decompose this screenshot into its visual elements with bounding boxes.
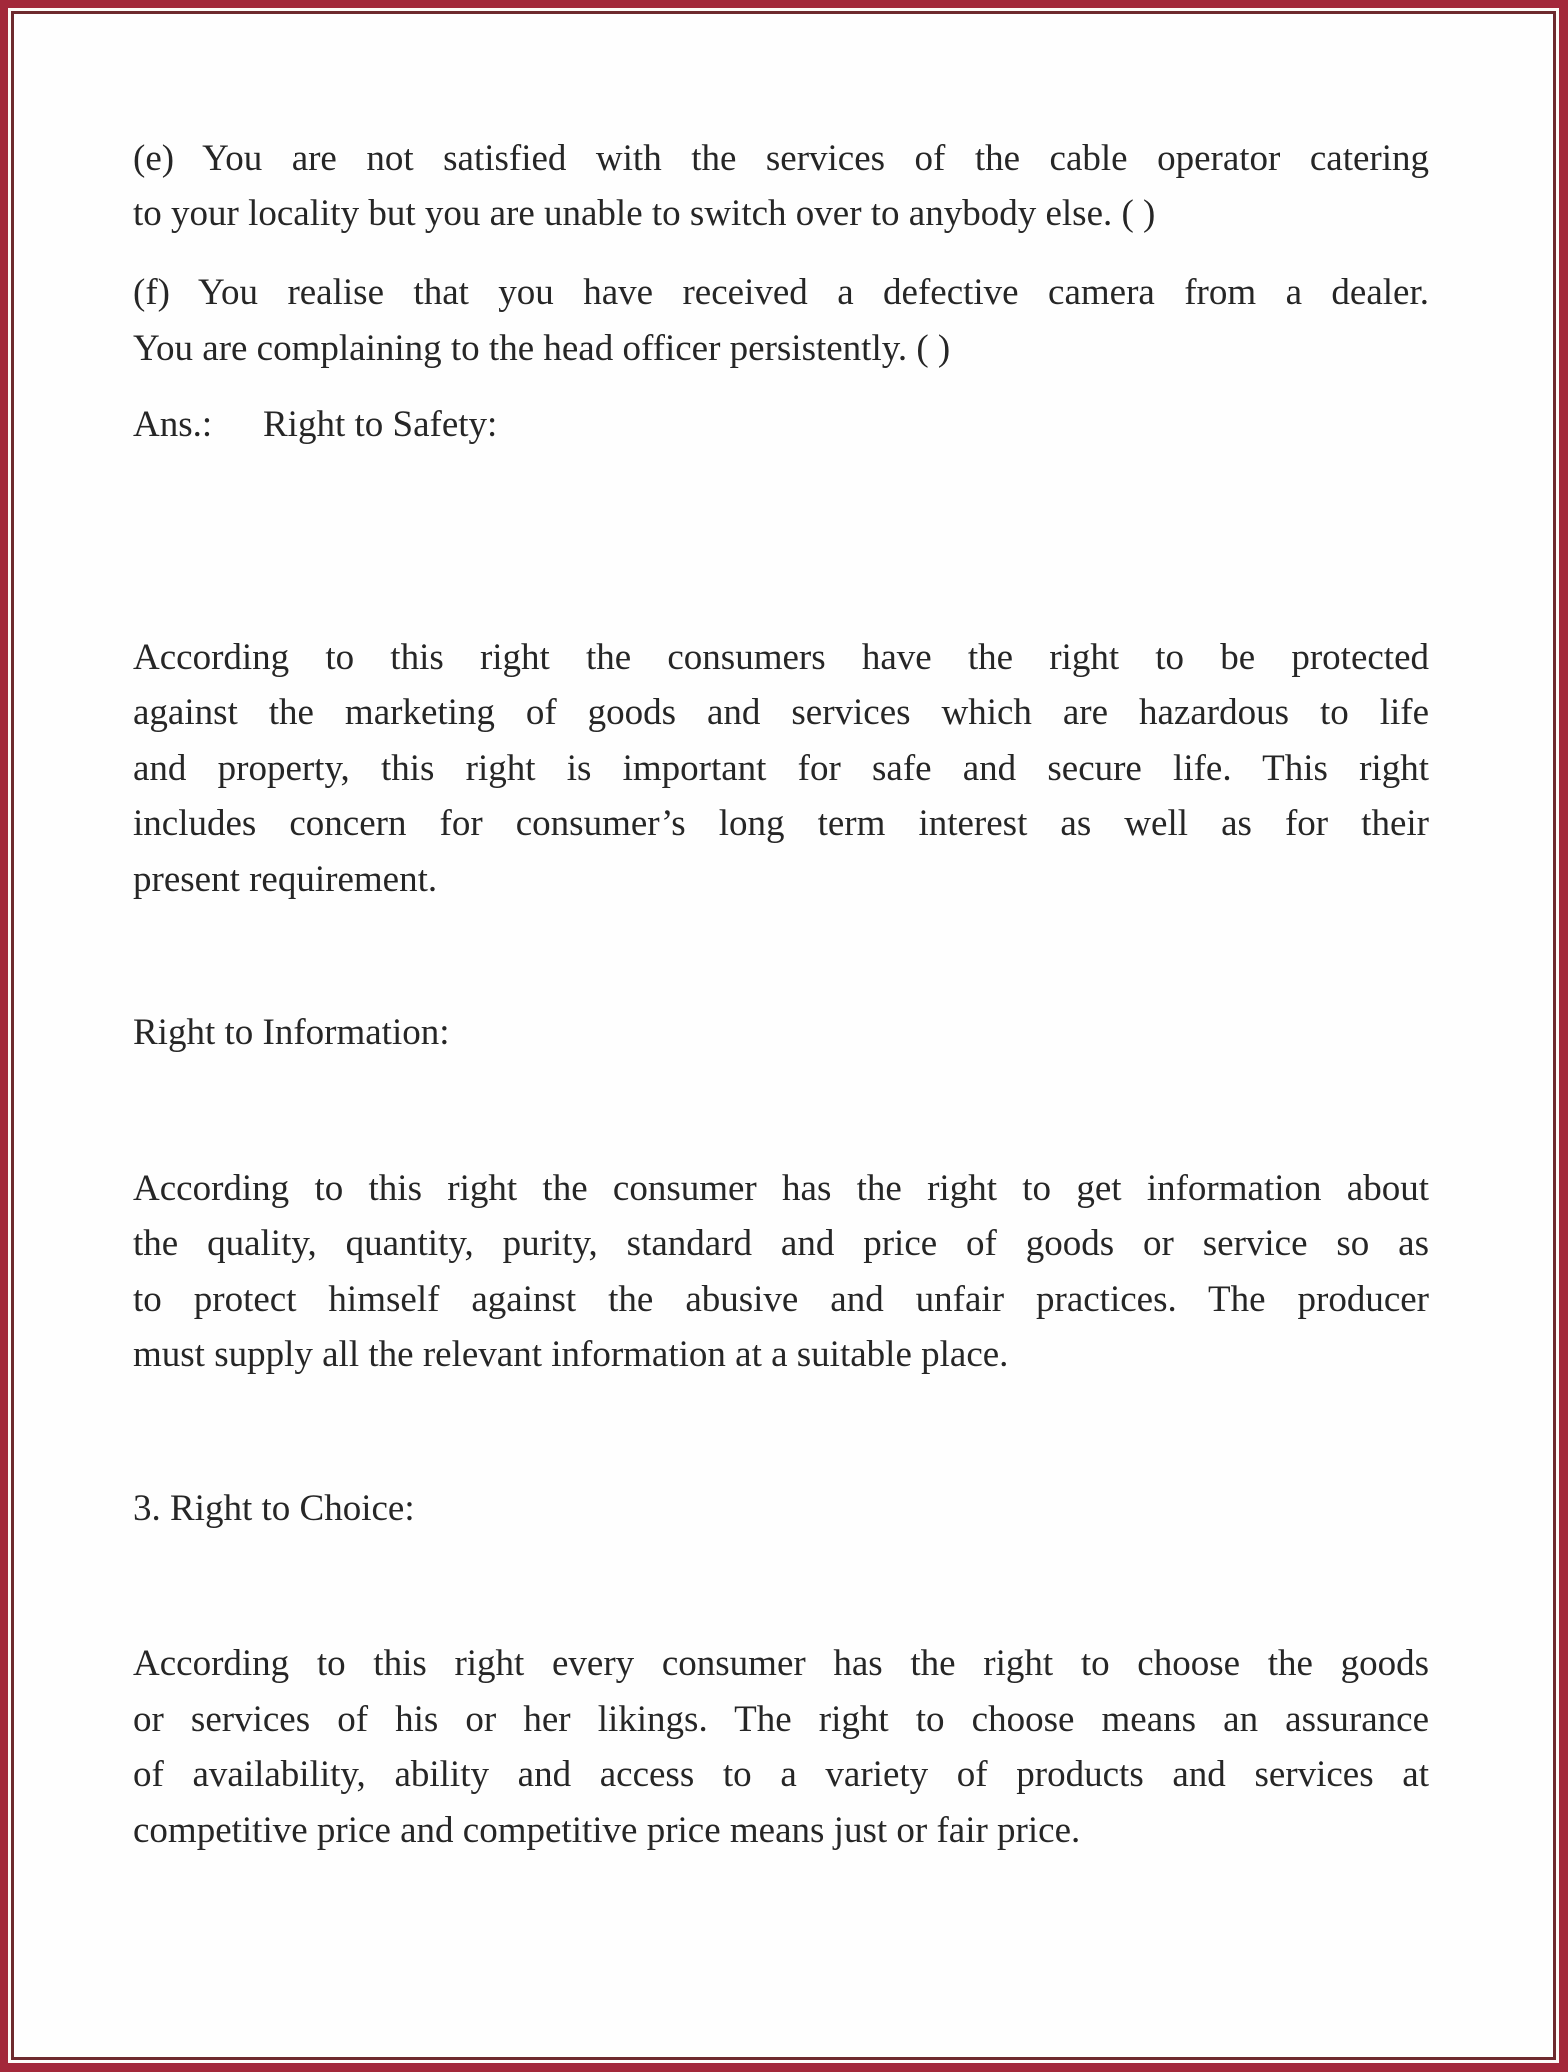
section-heading-information: Right to Information:	[133, 1012, 450, 1053]
choice-para-line-3: of availability, ability and access to a variety of products and services at	[133, 1754, 1429, 1795]
safety-para-line-1: According to this right the consumers have the right to be protected	[133, 637, 1429, 678]
question-f-line-1: (f) You realise that you have received a defective camera from a dealer.	[133, 272, 1429, 313]
question-e-line-2: to your locality but you are unable to switch over to anybody else. ( )	[133, 193, 1156, 234]
safety-para-line-3: and property, this right is important for safe and secure life. This right	[133, 748, 1429, 789]
information-para-line-2: the quality, quantity, purity, standard and price of goods or service so as	[133, 1223, 1429, 1264]
safety-para-line-4: includes concern for consumer’s long term interest as well as for their	[133, 803, 1429, 844]
choice-para-line-2: or services of his or her likings. The right to choose means an assurance	[133, 1699, 1429, 1740]
answer-label: Ans.:	[133, 404, 213, 445]
question-e-line-1: (e) You are not satisfied with the services of the cable operator catering	[133, 138, 1429, 179]
information-para-line-4: must supply all the relevant information at a suitable place.	[133, 1334, 1009, 1375]
information-para-line-3: to protect himself against the abusive and unfair practices. The producer	[133, 1279, 1429, 1320]
answer-heading-row	[133, 403, 1429, 447]
question-f-line-2: You are complaining to the head officer persistently. ( )	[133, 328, 951, 369]
safety-para-line-2: against the marketing of goods and services which are hazardous to life	[133, 692, 1429, 733]
choice-para-line-1: According to this right every consumer has the right to choose the goods	[133, 1643, 1429, 1684]
safety-para-line-5: present requirement.	[133, 859, 438, 900]
information-para-line-1: According to this right the consumer has the right to get information about	[133, 1168, 1429, 1209]
choice-para-line-4: competitive price and competitive price means just or fair price.	[133, 1810, 1081, 1851]
section-heading-choice: 3. Right to Choice:	[133, 1488, 415, 1529]
section-heading-safety: Right to Safety:	[263, 404, 498, 445]
